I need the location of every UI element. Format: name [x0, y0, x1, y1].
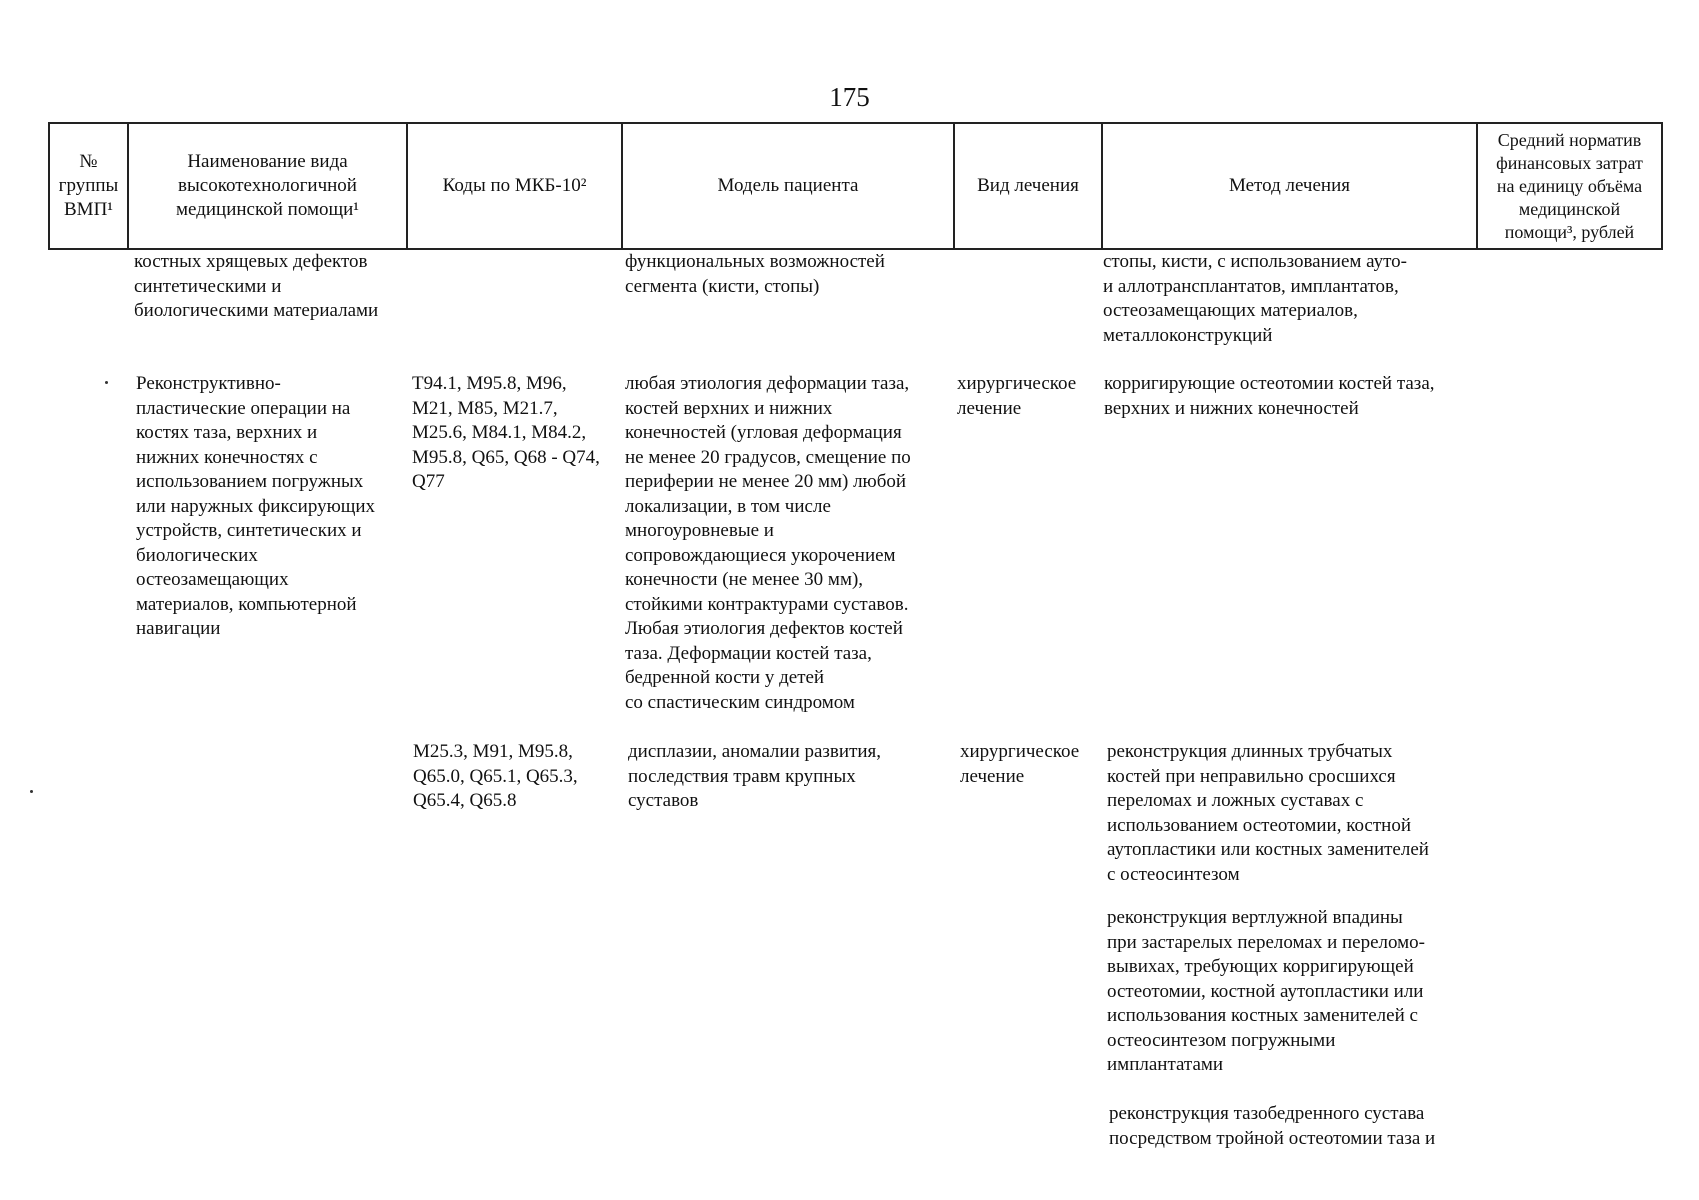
header-cost-norm: Средний норматив финансовых затрат на единицу объёма медицинской помощи³, рублей: [1477, 123, 1662, 249]
row-care-type: костных хрящевых дефектов синтетическими и биологическими материалами: [134, 251, 379, 321]
header-patient-model: Модель пациента: [622, 123, 954, 249]
row-patient-model: функциональных возможностей сегмента (кисти, стопы): [625, 251, 885, 297]
header-treatment-method: Метод лечения: [1102, 123, 1477, 249]
row-icd-codes: T94.1, M95.8, M96, M21, M85, M21.7, M25.6, M84.1, M84.2, M95.8, Q65, Q68 - Q74, Q77: [412, 373, 600, 492]
header-treatment-type: Вид лечения: [954, 123, 1102, 249]
scan-speck: [30, 790, 33, 793]
row-method-1: реконструкция длинных трубчатых костей при неправильно сросшихся переломах и ложных суставах с использованием остеотомии, костной аутопластики или костных заменителей с остеосинтезом: [1107, 741, 1429, 885]
row-patient-model: дисплазии, аномалии развития, последствия травм крупных суставов: [628, 741, 882, 811]
row-method: стопы, кисти, с использованием ауто- и аллотрансплантатов, имплантатов, остеозамещающих материалов, металлоконструкций: [1103, 251, 1408, 346]
row-icd-codes: M25.3, M91, M95.8, Q65.0, Q65.1, Q65.3, Q65.4, Q65.8: [413, 741, 578, 811]
row-care-type: Реконструктивно- пластические операции на костях таза, верхних и нижних конечностях с использованием погружных или наружных фиксирующих устройств, синтетических и биологических остеозамещающих материалов, компьютерной навигации: [136, 373, 376, 639]
table-header: [48, 122, 1663, 250]
scan-speck: [105, 381, 108, 384]
row-method-3: реконструкция тазобедренного сустава посредством тройной остеотомии таза и: [1109, 1103, 1436, 1149]
header-group-no: № группы ВМП¹: [49, 123, 128, 249]
header-care-type: Наименование вида высокотехнологичной медицинской помощи¹: [128, 123, 407, 249]
row-method: корригирующие остеотомии костей таза, верхних и нижних конечностей: [1104, 373, 1435, 419]
header-icd-codes: Коды по МКБ-10²: [407, 123, 622, 249]
row-method-2: реконструкция вертлужной впадины при застарелых переломах и переломо- вывихах, требующих корригирующей остеотомии, костной аутопластики или использования костных заменителей с остеосинтезом погружными имплантатами: [1107, 907, 1426, 1075]
row-patient-model: любая этиология деформации таза, костей верхних и нижних конечностей (угловая деформация не менее 20 градусов, смещение по периферии не менее 20 мм) любой локализации, в том числе многоуровневые и сопровождающиеся укорочением конечности (не менее 30 мм), стойкими контрактурами суставов. Любая этиология дефектов костей таза. Деформации костей таза, бедренной кости у детей со спастическим синдромом: [625, 373, 911, 713]
row-treatment-type: хирургическое лечение: [957, 373, 1077, 419]
row-treatment-type: хирургическое лечение: [960, 741, 1080, 787]
page-number: 175: [829, 82, 870, 112]
